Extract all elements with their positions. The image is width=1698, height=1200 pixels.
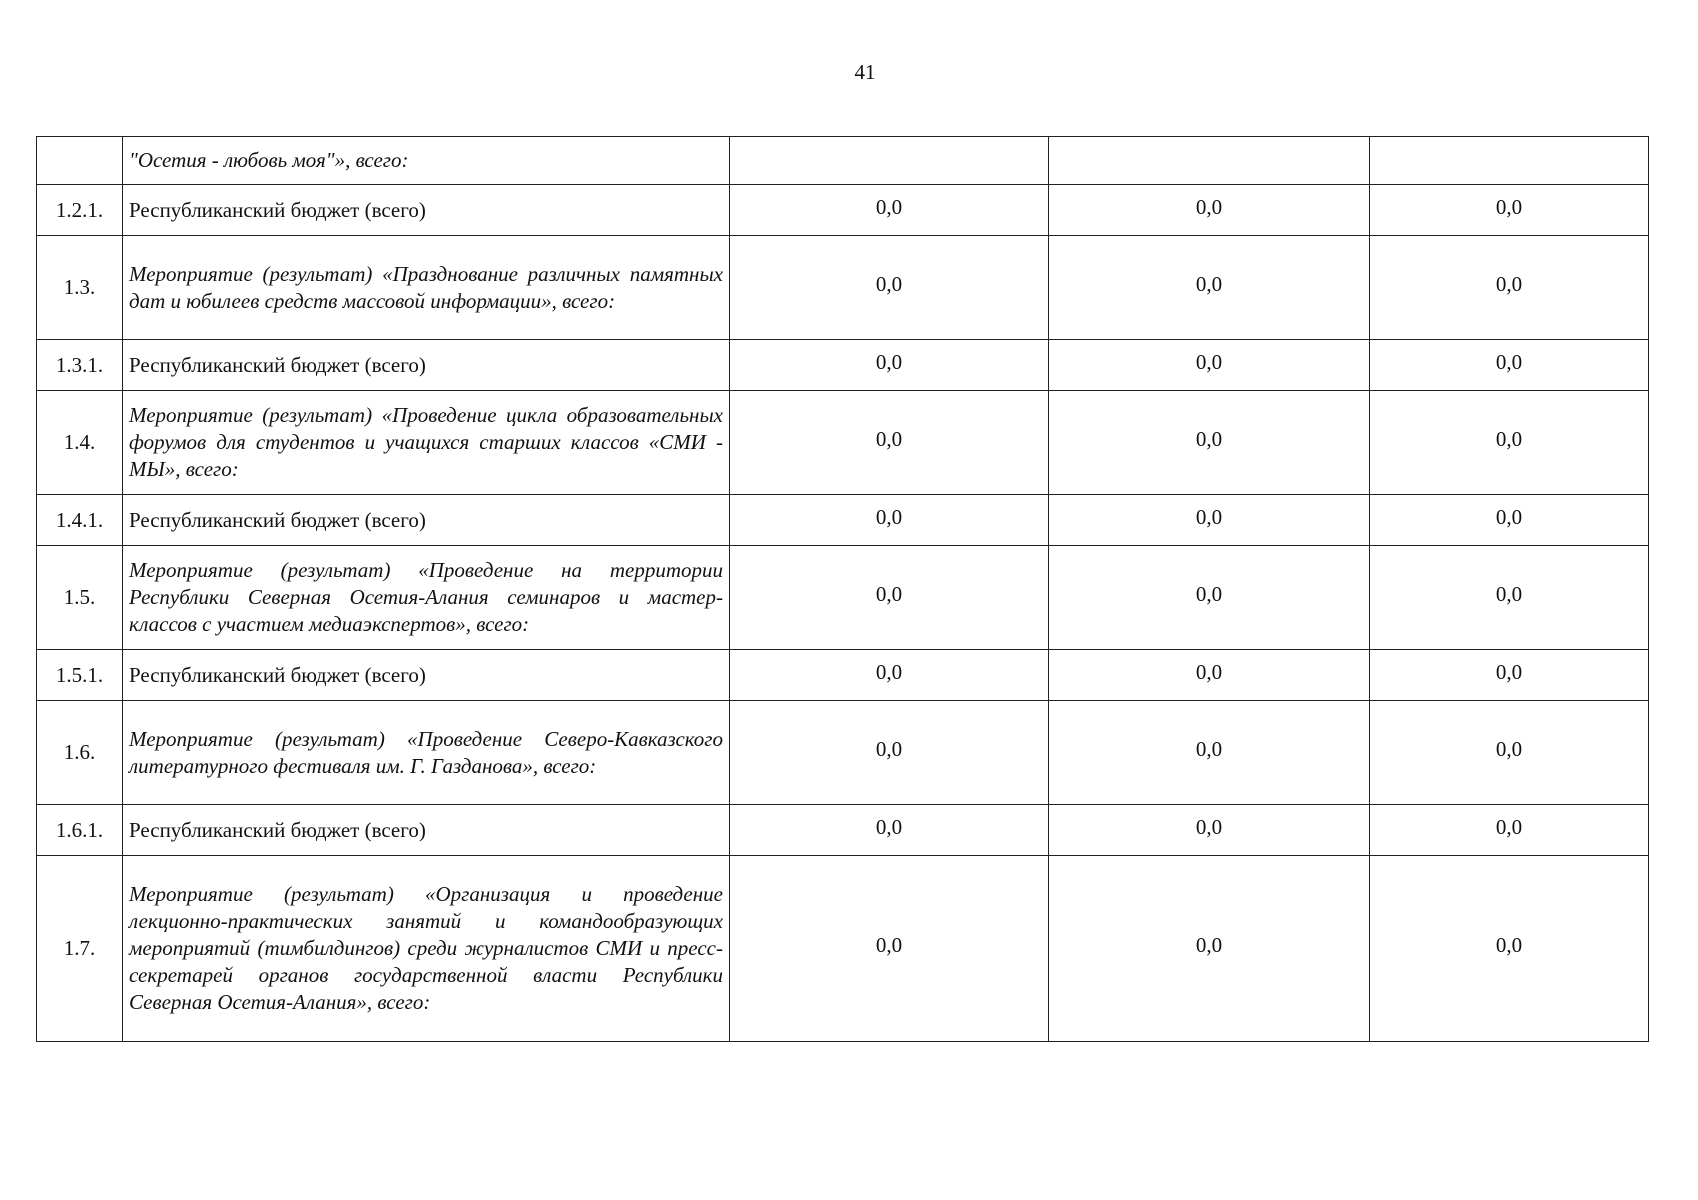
value-cell <box>1049 805 1370 856</box>
value-text: 0,0 <box>875 427 903 451</box>
value-text: 0,0 <box>875 737 903 761</box>
value-cell <box>1370 137 1649 185</box>
row-name: Мероприятие (результат) «Проведение Северо-Кавказского литературного фестиваля им. Г. Газданова», всего: <box>123 701 730 805</box>
value-cell <box>1370 856 1649 1042</box>
value-cell <box>1370 546 1649 650</box>
value-cell <box>1049 185 1370 236</box>
value-cell <box>1370 495 1649 546</box>
value-text: 0,0 <box>1195 349 1223 374</box>
value-cell <box>730 856 1049 1042</box>
value-text: 0,0 <box>1495 814 1523 839</box>
row-number: 1.4.1. <box>37 495 123 546</box>
value-cell <box>1370 236 1649 340</box>
value-cell <box>1370 805 1649 856</box>
value-text: 0,0 <box>1495 659 1523 684</box>
value-text: 0,0 <box>875 659 903 684</box>
value-text: 0,0 <box>1495 272 1523 296</box>
value-text: 0,0 <box>1195 659 1223 684</box>
row-name: Республиканский бюджет (всего) <box>123 805 730 856</box>
table-row <box>37 495 1649 546</box>
value-text: 0,0 <box>1495 582 1523 606</box>
value-cell <box>1049 340 1370 391</box>
row-name: Мероприятие (результат) «Организация и проведение лекционно-практических занятий и командообразующих мероприятий (тимбилдингов) среди журналистов СМИ и пресс-секретарей органов государственной власти Республики Северная Осетия-Алания», всего: <box>123 856 730 1042</box>
value-cell <box>1370 340 1649 391</box>
row-number <box>37 137 123 185</box>
value-text: 0,0 <box>1195 933 1223 957</box>
value-text: 0,0 <box>1495 349 1523 374</box>
value-cell <box>730 137 1049 185</box>
value-cell <box>1370 650 1649 701</box>
value-cell <box>1049 391 1370 495</box>
value-cell <box>1049 236 1370 340</box>
row-number: 1.6.1. <box>37 805 123 856</box>
row-name: Республиканский бюджет (всего) <box>123 340 730 391</box>
value-cell <box>1370 391 1649 495</box>
value-text: 0,0 <box>1195 194 1223 219</box>
page-number: 41 <box>854 60 876 84</box>
row-name: Мероприятие (результат) «Проведение на территории Республики Северная Осетия-Алания семинаров и мастер-классов с участием медиаэкспертов», всего: <box>123 546 730 650</box>
value-cell <box>730 495 1049 546</box>
row-number: 1.5.1. <box>37 650 123 701</box>
row-name: Республиканский бюджет (всего) <box>123 650 730 701</box>
row-number: 1.5. <box>37 546 123 650</box>
table-row <box>37 137 1649 185</box>
value-text: 0,0 <box>1495 933 1523 957</box>
value-cell <box>1049 856 1370 1042</box>
table-row <box>37 546 1649 650</box>
value-text: 0,0 <box>1495 504 1523 529</box>
row-name: Республиканский бюджет (всего) <box>123 495 730 546</box>
value-cell <box>730 805 1049 856</box>
value-text: 0,0 <box>1495 194 1523 219</box>
value-cell <box>730 185 1049 236</box>
value-cell <box>1049 701 1370 805</box>
row-name: Мероприятие (результат) «Празднование различных памятных дат и юбилеев средств массовой информации», всего: <box>123 236 730 340</box>
value-text: 0,0 <box>1195 427 1223 451</box>
value-cell <box>730 546 1049 650</box>
table-row <box>37 856 1649 1042</box>
value-cell <box>1370 701 1649 805</box>
value-text: 0,0 <box>875 272 903 296</box>
value-text: 0,0 <box>875 504 903 529</box>
table-row <box>37 185 1649 236</box>
value-cell <box>730 236 1049 340</box>
value-cell <box>1049 495 1370 546</box>
table-row <box>37 236 1649 340</box>
value-cell <box>1370 185 1649 236</box>
value-cell <box>730 391 1049 495</box>
table-row <box>37 650 1649 701</box>
value-cell <box>1049 650 1370 701</box>
value-cell <box>730 701 1049 805</box>
row-number: 1.2.1. <box>37 185 123 236</box>
row-name: "Осетия - любовь моя"», всего: <box>123 137 730 185</box>
value-text: 0,0 <box>875 814 903 839</box>
table-row <box>37 340 1649 391</box>
value-text: 0,0 <box>1495 737 1523 761</box>
row-name: Мероприятие (результат) «Проведение цикла образовательных форумов для студентов и учащихся старших классов «СМИ - МЫ», всего: <box>123 391 730 495</box>
value-cell <box>1049 137 1370 185</box>
value-cell <box>730 340 1049 391</box>
row-number: 1.6. <box>37 701 123 805</box>
value-text: 0,0 <box>1195 504 1223 529</box>
value-cell <box>1049 546 1370 650</box>
row-number: 1.7. <box>37 856 123 1042</box>
row-number: 1.3. <box>37 236 123 340</box>
value-text: 0,0 <box>875 194 903 219</box>
value-text: 0,0 <box>875 933 903 957</box>
value-text: 0,0 <box>1495 427 1523 451</box>
value-cell <box>730 650 1049 701</box>
table-row <box>37 701 1649 805</box>
row-name: Республиканский бюджет (всего) <box>123 185 730 236</box>
value-text: 0,0 <box>875 582 903 606</box>
value-text: 0,0 <box>875 349 903 374</box>
table-row <box>37 805 1649 856</box>
value-text: 0,0 <box>1195 814 1223 839</box>
value-text: 0,0 <box>1195 272 1223 296</box>
value-text: 0,0 <box>1195 582 1223 606</box>
row-number: 1.4. <box>37 391 123 495</box>
value-text: 0,0 <box>1195 737 1223 761</box>
budget-table <box>36 136 1649 1042</box>
row-number: 1.3.1. <box>37 340 123 391</box>
table-row <box>37 391 1649 495</box>
